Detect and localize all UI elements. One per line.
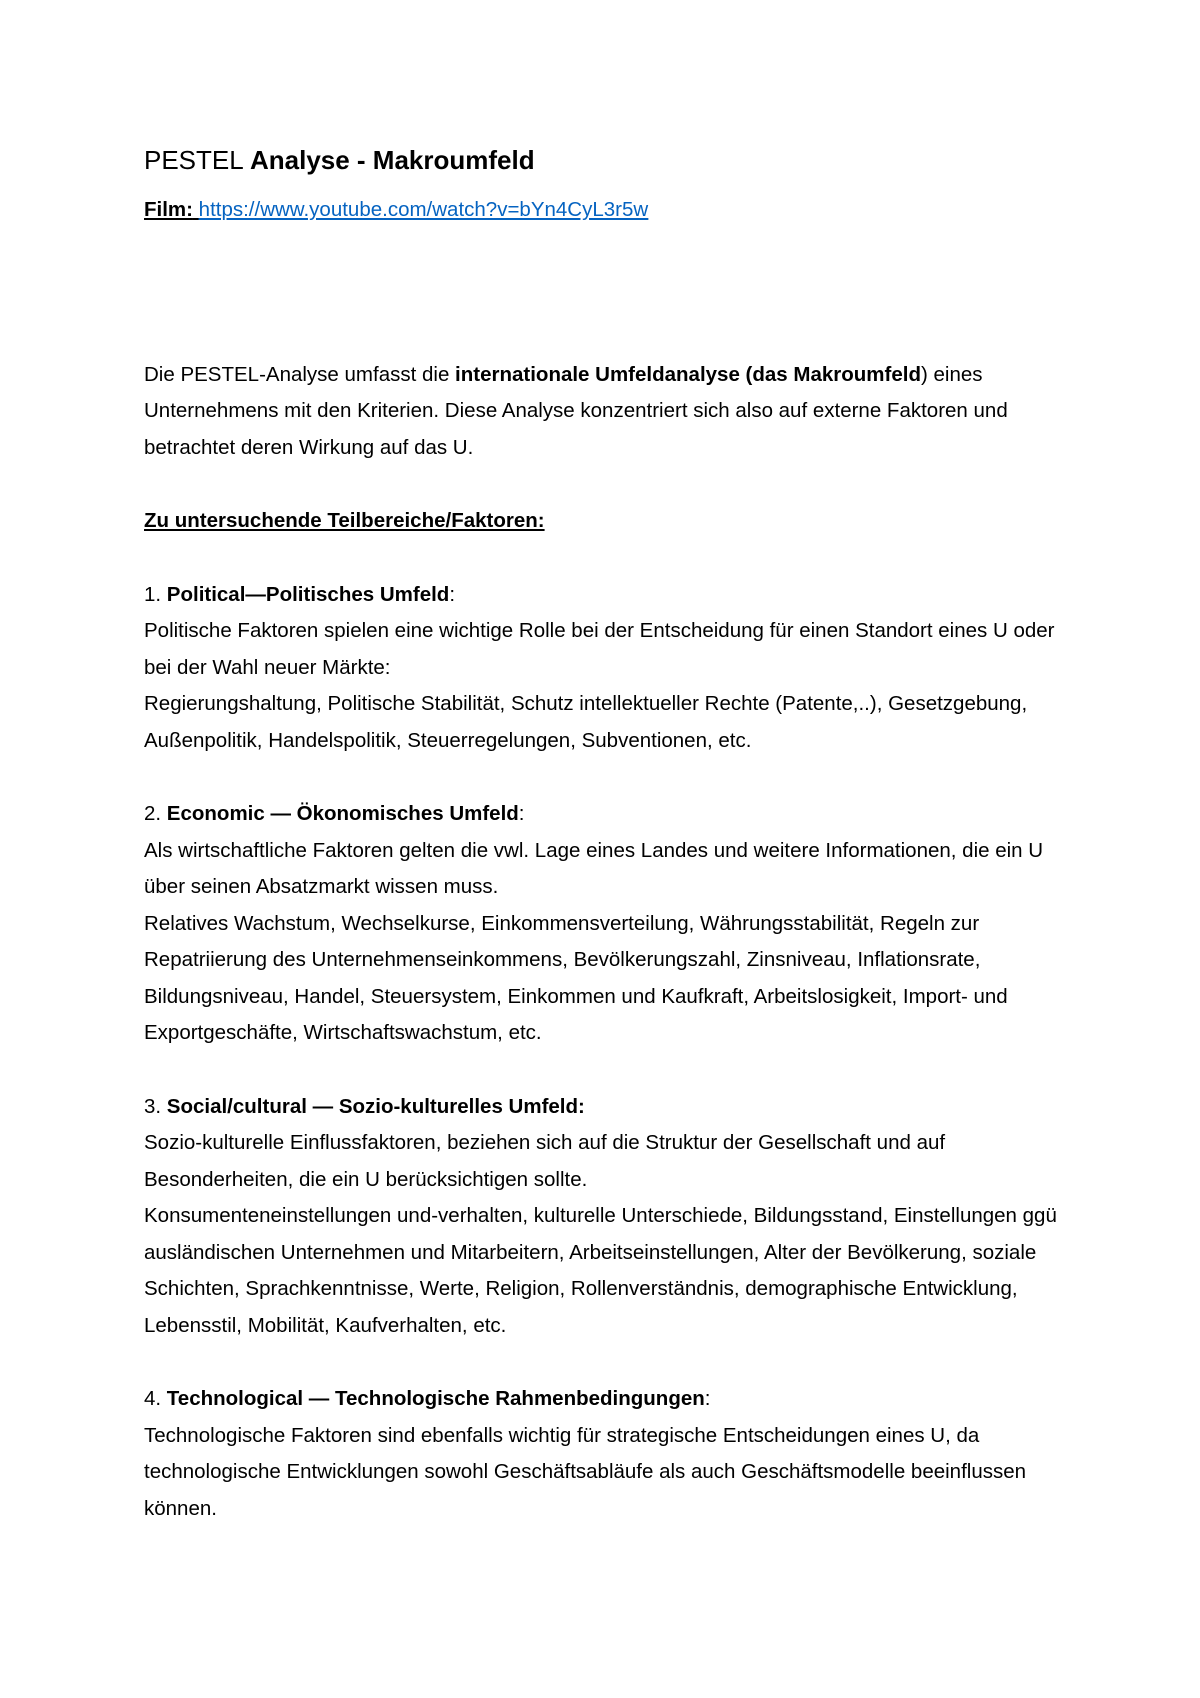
- intro-post: ) eines Unternehmens mit den Kriterien. Diese Analyse konzentriert sich also auf externe Faktoren und betrachtet deren Wirkung auf das U.: [144, 362, 1008, 459]
- section-description: Politische Faktoren spielen eine wichtige Rolle bei der Entscheidung für einen Standort eines U oder bei der Wahl neuer Märkte:: [144, 619, 1055, 679]
- section-title-text: Political—Politisches Umfeld: [166, 582, 450, 606]
- section-items: Relatives Wachstum, Wechselkurse, Einkommensverteilung, Währungsstabilität, Regeln zur Repatriierung des Unternehmenseinkommens, Bevölkerungszahl, Zinsniveau, Inflationsrate, Bildungsniveau, Handel, Steuersystem, Einkommen und Kaufkraft, Arbeitslosigkeit, Import- und Exportgeschäfte, Wirtschaftswachstum, etc.: [144, 911, 1008, 1044]
- section-title-text: Economic — Ökonomisches Umfeld: [166, 802, 519, 825]
- section-items: Konsumenteneinstellungen und-verhalten, kulturelle Unterschiede, Bildungsstand, Einstellungen ggü ausländischen Unternehmen und Mitarbeitern, Arbeitseinstellungen, Alter der Bevölkerung, soziale Schichten, Sprachkenntnisse, Werte, Religion, Rollenverständnis, demographische Entwicklung, Lebensstil, Mobilität, Kaufverhalten, etc.: [144, 1204, 1057, 1337]
- section-social-cultural: [144, 1089, 1074, 1345]
- section-description: Als wirtschaftliche Faktoren gelten die vwl. Lage eines Landes und weitere Informationen, die ein U über seinen Absatzmarkt wissen muss.: [144, 838, 1044, 898]
- section-number: 2.: [144, 802, 167, 825]
- document-body: [144, 142, 1074, 1527]
- section-title: [144, 1089, 1074, 1126]
- intro-paragraph: [144, 357, 1074, 467]
- section-title-text: Technological — Technologische Rahmenbedingungen: [166, 1387, 705, 1410]
- section-economic: [144, 796, 1074, 1052]
- section-title-colon: :: [518, 802, 525, 825]
- section-description: Technologische Faktoren sind ebenfalls wichtig für strategische Entscheidungen eines U, da technologische Entwicklungen sowohl Geschäftsabläufe als auch Geschäftsmodelle beeinflussen können.: [144, 1423, 1027, 1520]
- section-number: 3.: [144, 1094, 167, 1118]
- section-title-colon: :: [704, 1387, 711, 1410]
- intro-bold: internationale Umfeldanalyse (das Makroumfeld: [455, 362, 921, 386]
- section-number: 1.: [144, 582, 167, 606]
- page-title: [144, 142, 1074, 178]
- section-items: Regierungshaltung, Politische Stabilität, Schutz intellektueller Rechte (Patente,..), Gesetzgebung, Außenpolitik, Handelspolitik, Steuerregelungen, Subventionen, etc.: [144, 692, 1028, 752]
- section-title: [144, 1381, 1074, 1418]
- section-title: [144, 577, 1074, 614]
- section-title-text: Social/cultural — Sozio-kulturelles Umfeld:: [166, 1094, 585, 1118]
- section-number: 4.: [144, 1387, 167, 1410]
- title-word-pestel: PESTEL: [144, 145, 243, 175]
- film-link[interactable]: https://www.youtube.com/watch?v=bYn4CyL3r5w: [198, 198, 649, 221]
- section-title: [144, 796, 1074, 833]
- intro-pre: Die PESTEL-Analyse umfasst die: [144, 362, 456, 386]
- section-technological: [144, 1381, 1074, 1527]
- section-subheading: Zu untersuchende Teilbereiche/Faktoren:: [144, 509, 545, 532]
- section-description: Sozio-kulturelle Einflussfaktoren, beziehen sich auf die Struktur der Gesellschaft und auf Besonderheiten, die ein U berücksichtigen sollte.: [144, 1131, 946, 1191]
- section-title-colon: :: [449, 582, 456, 606]
- film-line: [144, 192, 1074, 229]
- title-rest: Analyse - Makroumfeld: [249, 145, 535, 175]
- film-label: Film:: [144, 198, 193, 221]
- section-political: [144, 577, 1074, 760]
